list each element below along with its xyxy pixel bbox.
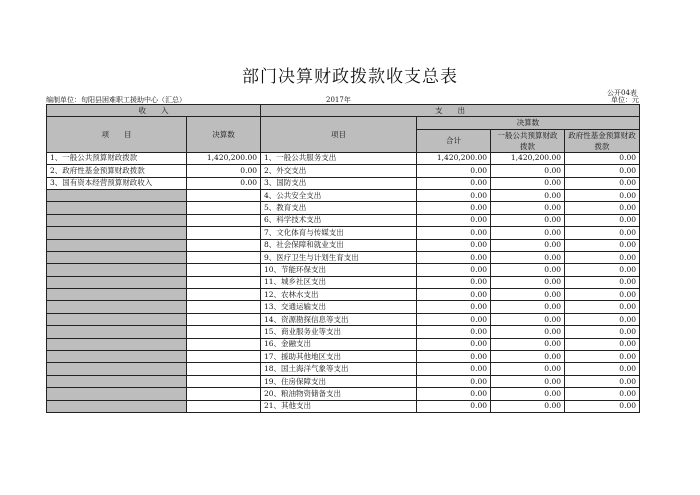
income-amount-header: 决算数 [187,117,261,152]
income-amount-cell [187,375,261,387]
expense-total-cell: 0.00 [417,363,491,375]
table-row [47,375,640,387]
expense-total-cell: 1,420,200.00 [417,152,491,164]
expense-item-cell: 16、金融支出 [261,338,417,350]
income-item-cell [47,202,187,214]
income-item-cell [47,400,187,412]
expense-total-cell: 0.00 [417,326,491,338]
expense-fund-cell: 0.00 [565,276,640,288]
expense-fund-cell: 0.00 [565,227,640,239]
table-row [47,400,640,412]
table-row [47,239,640,251]
income-amount-cell [187,264,261,276]
expense-item-cell: 1、一般公共服务支出 [261,152,417,164]
expense-general-cell: 0.00 [491,165,565,177]
table-row [47,276,640,288]
form-code: 公开04表 [607,89,637,97]
expense-fund-cell: 0.00 [565,351,640,363]
expense-general-cell: 0.00 [491,214,565,226]
income-amount-cell [187,289,261,301]
income-amount-cell [187,351,261,363]
table-row [47,363,640,375]
income-amount-cell [187,338,261,350]
table-row [47,326,640,338]
expense-total-cell: 0.00 [417,276,491,288]
expense-general-cell: 0.00 [491,264,565,276]
income-item-cell [47,338,187,350]
income-item-cell [47,289,187,301]
expense-total-cell: 0.00 [417,388,491,400]
expense-item-cell: 15、商业服务业等支出 [261,326,417,338]
expense-fund-cell: 0.00 [565,301,640,313]
income-item-cell [47,251,187,263]
expense-general-cell: 0.00 [491,375,565,387]
table-row [47,189,640,201]
expense-item-cell: 20、粮油物资储备支出 [261,388,417,400]
expense-total-cell: 0.00 [417,264,491,276]
table-row [47,388,640,400]
income-item-cell [47,388,187,400]
table-row [47,251,640,263]
table-row [47,177,640,189]
expense-item-header: 项目 [261,117,417,152]
expense-fund-cell: 0.00 [565,326,640,338]
year-label: 2017年 [326,96,351,104]
budget-table [46,104,640,413]
income-amount-cell [187,276,261,288]
expense-general-cell: 0.00 [491,239,565,251]
expense-item-cell: 4、公共安全支出 [261,189,417,201]
expense-general-cell: 0.00 [491,301,565,313]
income-item-cell [47,239,187,251]
table-row [47,289,640,301]
expense-header: 支 出 [261,105,640,117]
expense-fund-cell: 0.00 [565,363,640,375]
expense-amount-header: 决算数 [417,117,640,129]
expense-item-cell: 18、国土海洋气象等支出 [261,363,417,375]
income-amount-cell [187,313,261,325]
income-item-cell [47,264,187,276]
expense-total-cell: 0.00 [417,338,491,350]
expense-general-cell: 0.00 [491,351,565,363]
org-label: 编制单位：旬阳县困难职工援助中心（汇总） [46,96,186,104]
expense-general-cell: 0.00 [491,289,565,301]
income-amount-cell [187,326,261,338]
expense-general-cell: 0.00 [491,363,565,375]
table-row [47,351,640,363]
expense-item-cell: 3、国防支出 [261,177,417,189]
expense-fund-cell: 0.00 [565,189,640,201]
expense-total-cell: 0.00 [417,313,491,325]
expense-general-cell: 0.00 [491,400,565,412]
general-budget-header: 一般公共预算财政拨款 [491,129,565,152]
expense-total-cell: 0.00 [417,189,491,201]
expense-item-cell: 7、文化体育与传媒支出 [261,227,417,239]
expense-total-cell: 0.00 [417,214,491,226]
expense-general-cell: 0.00 [491,338,565,350]
total-header: 合计 [417,129,491,152]
income-item-header: 项 目 [47,117,187,152]
expense-item-cell: 11、城乡社区支出 [261,276,417,288]
income-item-cell [47,351,187,363]
expense-total-cell: 0.00 [417,400,491,412]
income-item-cell [47,313,187,325]
expense-general-cell: 0.00 [491,326,565,338]
income-item-cell [47,375,187,387]
expense-total-cell: 0.00 [417,227,491,239]
expense-fund-cell: 0.00 [565,214,640,226]
expense-fund-cell: 0.00 [565,264,640,276]
expense-item-cell: 6、科学技术支出 [261,214,417,226]
table-row [47,313,640,325]
expense-item-cell: 8、社会保障和就业支出 [261,239,417,251]
page-title: 部门决算财政拨款收支总表 [242,67,458,87]
income-amount-cell: 0.00 [187,177,261,189]
income-amount-cell [187,363,261,375]
expense-item-cell: 5、教育支出 [261,202,417,214]
income-amount-cell [187,388,261,400]
income-amount-cell [187,227,261,239]
table-row [47,301,640,313]
income-amount-cell [187,202,261,214]
expense-total-cell: 0.00 [417,289,491,301]
expense-general-cell: 0.00 [491,177,565,189]
income-amount-cell [187,251,261,263]
expense-fund-cell: 0.00 [565,239,640,251]
income-item-cell: 2、政府性基金预算财政拨款 [47,165,187,177]
expense-total-cell: 0.00 [417,375,491,387]
table-row [47,338,640,350]
income-item-cell [47,363,187,375]
expense-fund-cell: 0.00 [565,313,640,325]
income-item-cell: 3、国有资本经营预算财政收入 [47,177,187,189]
expense-fund-cell: 0.00 [565,152,640,164]
expense-fund-cell: 0.00 [565,375,640,387]
expense-general-cell: 1,420,200.00 [491,152,565,164]
expense-general-cell: 0.00 [491,251,565,263]
expense-total-cell: 0.00 [417,177,491,189]
income-item-cell [47,276,187,288]
income-header: 收 入 [47,105,261,117]
expense-item-cell: 12、农林水支出 [261,289,417,301]
expense-fund-cell: 0.00 [565,400,640,412]
table-row [47,214,640,226]
expense-item-cell: 10、节能环保支出 [261,264,417,276]
expense-fund-cell: 0.00 [565,165,640,177]
expense-total-cell: 0.00 [417,251,491,263]
income-item-cell [47,227,187,239]
expense-total-cell: 0.00 [417,202,491,214]
expense-fund-cell: 0.00 [565,388,640,400]
income-item-cell [47,189,187,201]
expense-total-cell: 0.00 [417,239,491,251]
expense-item-cell: 9、医疗卫生与计划生育支出 [261,251,417,263]
expense-fund-cell: 0.00 [565,338,640,350]
table-row [47,227,640,239]
expense-general-cell: 0.00 [491,227,565,239]
expense-item-cell: 21、其他支出 [261,400,417,412]
expense-total-cell: 0.00 [417,165,491,177]
income-amount-cell [187,301,261,313]
expense-general-cell: 0.00 [491,276,565,288]
expense-fund-cell: 0.00 [565,289,640,301]
table-row [47,152,640,164]
expense-item-cell: 2、外交支出 [261,165,417,177]
income-item-cell [47,301,187,313]
income-amount-cell: 0.00 [187,165,261,177]
expense-item-cell: 13、交通运输支出 [261,301,417,313]
expense-general-cell: 0.00 [491,202,565,214]
income-amount-cell [187,400,261,412]
expense-fund-cell: 0.00 [565,202,640,214]
expense-fund-cell: 0.00 [565,177,640,189]
income-amount-cell: 1,420,200.00 [187,152,261,164]
expense-item-cell: 14、资源勘探信息等支出 [261,313,417,325]
expense-item-cell: 19、住房保障支出 [261,375,417,387]
income-amount-cell [187,214,261,226]
expense-general-cell: 0.00 [491,388,565,400]
income-item-cell [47,326,187,338]
unit-label: 单位：元 [611,96,639,104]
table-row [47,165,640,177]
income-item-cell [47,214,187,226]
expense-item-cell: 17、援助其他地区支出 [261,351,417,363]
expense-fund-cell: 0.00 [565,251,640,263]
table-row [47,264,640,276]
income-amount-cell [187,239,261,251]
income-amount-cell [187,189,261,201]
expense-total-cell: 0.00 [417,301,491,313]
expense-general-cell: 0.00 [491,313,565,325]
income-item-cell: 1、一般公共预算财政拨款 [47,152,187,164]
expense-total-cell: 0.00 [417,351,491,363]
fund-budget-header: 政府性基金预算财政拨款 [565,129,640,152]
expense-general-cell: 0.00 [491,189,565,201]
table-row [47,202,640,214]
